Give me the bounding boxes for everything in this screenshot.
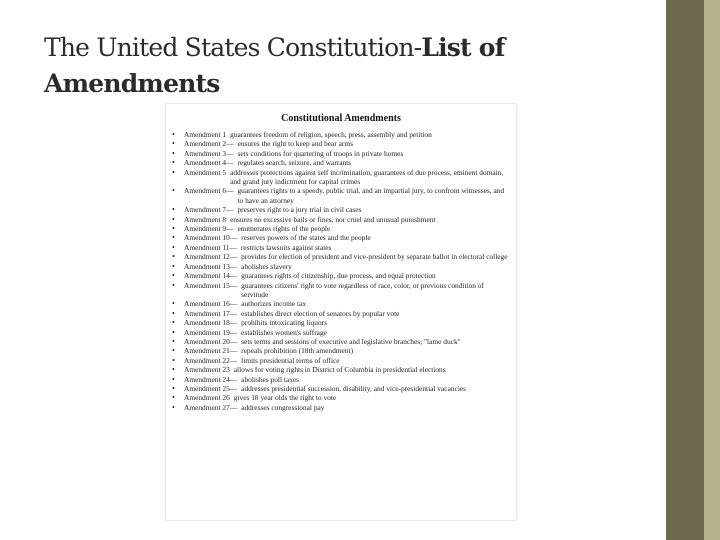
list-item [172,149,510,158]
slide-title-normal: The United States Constitution- [44,33,422,62]
amendment-description: regulates search, seizure, and warrants [237,158,352,168]
amendment-description: addresses presidential succession, disability, and vice-presidential vacancies [241,383,467,393]
amendment-name: Amendment 19 [184,327,230,337]
document-heading: Constitutional Amendments [281,113,401,124]
amendment-description: sets conditions for quartering of troops in private homes [237,148,404,158]
amendment-name: Amendment 13 [184,261,230,271]
bullet-icon: • [172,158,175,168]
amendment-name: Amendment 11 [184,242,230,252]
list-item [172,356,510,365]
amendment-separator: — [229,374,238,384]
amendment-name: Amendment 21 [184,346,230,356]
amendment-description: guarantees citizens' right to vote regardless of race, color, or previous condition of servitude [241,280,484,299]
amendment-name: Amendment 4 [184,158,227,168]
amendment-separator: — [229,318,238,328]
amendment-name: Amendment 24 [184,374,230,384]
bullet-icon: • [172,402,175,412]
bullet-icon: • [172,148,175,158]
amendment-description: enumerates rights of the people [237,224,331,234]
amendment-name: Amendment 22 [184,355,230,365]
bullet-icon: • [172,308,175,318]
bullet-icon: • [172,261,175,271]
amendment-separator: — [226,205,234,215]
list-item [172,337,510,346]
amendment-description: ensures no excessive bails or fines, nor cruel and unusual punishment [230,214,436,224]
amendment-description: establishes direct election of senators by popular vote [241,308,400,318]
amendment-description: prohibits intoxicating liquors [241,318,327,328]
amendment-name: Amendment 5 [184,167,227,177]
amendment-separator: — [226,224,234,234]
amendment-name: Amendment 18 [184,318,230,328]
amendment-description: allows for voting rights in District of Columbia in presidential elections [233,365,446,375]
amendment-name: Amendment 25 [184,383,230,393]
amendment-name: Amendment 6 [184,186,227,196]
bullet-icon: • [172,252,175,262]
bullet-icon: • [172,374,175,384]
amendment-separator: — [229,242,237,252]
bullet-icon: • [172,299,175,309]
amendment-name: Amendment 27 [184,402,230,412]
amendment-separator: — [226,158,234,168]
decorative-sidebar-light [704,0,720,540]
list-item [172,158,510,167]
amendment-separator: — [229,308,238,318]
list-item [172,346,510,355]
amendment-separator: — [226,139,234,149]
amendment-name: Amendment 20 [184,336,230,346]
list-item [172,309,510,318]
list-item [172,224,510,233]
amendment-description: authorizes income tax [241,299,307,309]
amendment-description: guarantees freedom of religion, speech, press, assembly and petition [230,130,432,139]
amendment-name: Amendment 26 [184,393,230,403]
list-item [172,262,510,271]
amendment-separator: — [229,280,238,290]
bullet-icon: • [172,214,175,224]
list-item [172,168,510,187]
bullet-icon: • [172,271,175,281]
list-item [172,393,510,402]
amendment-separator: — [226,186,234,196]
list-item [172,243,510,252]
amendment-name: Amendment 23 [184,365,230,375]
bullet-icon: • [172,346,175,356]
list-item [172,205,510,214]
amendment-name: Amendment 8 [184,214,227,224]
amendment-name: Amendment 3 [184,148,227,158]
bullet-icon: • [172,365,175,375]
amendment-description: reserves powers of the states and the people [241,233,371,243]
amendment-separator: — [229,402,238,412]
bullet-icon: • [172,167,175,177]
bullet-icon: • [172,186,175,196]
list-item [172,403,510,412]
amendment-separator: — [229,327,238,337]
bullet-icon: • [172,336,175,346]
list-item [172,252,510,261]
list-item [172,271,510,280]
list-item [172,318,510,327]
amendment-description: establishes women's suffrage [241,327,327,337]
list-item [172,328,510,337]
amendment-description: restricts lawsuits against states [240,242,332,252]
amendment-description: addresses congressional pay [241,402,325,412]
amendment-description: sets terms and sessions of executive and legislative branches; "lame duck" [241,336,461,346]
amendment-separator: — [229,261,238,271]
bullet-icon: • [172,224,175,234]
amendment-description: addresses protections against self incrimination, guarantees of due process, eminent domain, and grand jury indictment for capital crimes [230,167,504,187]
bullet-icon: • [172,205,175,215]
amendment-name: Amendment 12 [184,252,230,262]
list-item [172,384,510,393]
list-item [172,130,510,139]
list-item [172,365,510,374]
slide-title [44,30,644,102]
bullet-icon: • [172,318,175,328]
amendments-list [166,130,516,412]
amendment-description: gives 18 year olds the right to vote [233,393,337,403]
list-item [172,375,510,384]
amendment-separator: — [229,383,238,393]
amendment-description: abolishes poll taxes [241,374,300,384]
amendment-description: provides for election of president and vice-president by separate ballot in electoral college [241,252,508,262]
amendment-name: Amendment 9 [184,224,227,234]
amendment-description: abolishes slavery [241,261,292,271]
amendment-name: Amendment 10 [184,233,230,243]
bullet-icon: • [172,280,175,290]
bullet-icon: • [172,393,175,403]
amendment-separator: — [229,233,238,243]
amendment-description: guarantees rights of citizenship, due process, and equal protection [241,271,436,281]
amendment-separator: — [229,271,238,281]
amendment-separator: — [226,148,234,158]
amendment-separator: — [229,299,238,309]
list-item [172,281,510,300]
list-item [172,299,510,308]
bullet-icon: • [172,242,175,252]
amendment-separator: — [229,252,238,262]
amendment-description: repeals prohibition (18th amendment) [241,346,354,356]
amendment-name: Amendment 14 [184,271,230,281]
list-item [172,186,510,205]
amendment-description: preserves right to a jury trial in civil cases [237,205,362,215]
amendment-separator: — [229,346,238,356]
bullet-icon: • [172,130,175,139]
list-item [172,233,510,242]
slide-title-bold: List of Amendments [44,33,505,98]
amendments-document [166,104,516,520]
amendment-name: Amendment 2 [184,139,227,149]
amendment-name: Amendment 7 [184,205,227,215]
amendment-description: limits presidential terms of office [241,355,340,365]
bullet-icon: • [172,355,175,365]
amendment-separator: — [229,336,238,346]
bullet-icon: • [172,139,175,149]
bullet-icon: • [172,383,175,393]
amendment-name: Amendment 16 [184,299,230,309]
amendment-description: guarantees rights to a speedy, public trial, and an impartial jury, to confront witnesses, and to have an attorney [237,186,505,205]
amendment-name: Amendment 1 [184,130,227,139]
amendment-name: Amendment 17 [184,308,230,318]
bullet-icon: • [172,327,175,337]
bullet-icon: • [172,233,175,243]
decorative-sidebar-dark [666,0,704,540]
amendment-separator: — [229,355,238,365]
list-item [172,139,510,148]
amendment-description: ensures the right to keep and bear arms [237,139,354,149]
amendment-name: Amendment 15 [184,280,230,290]
list-item [172,215,510,224]
